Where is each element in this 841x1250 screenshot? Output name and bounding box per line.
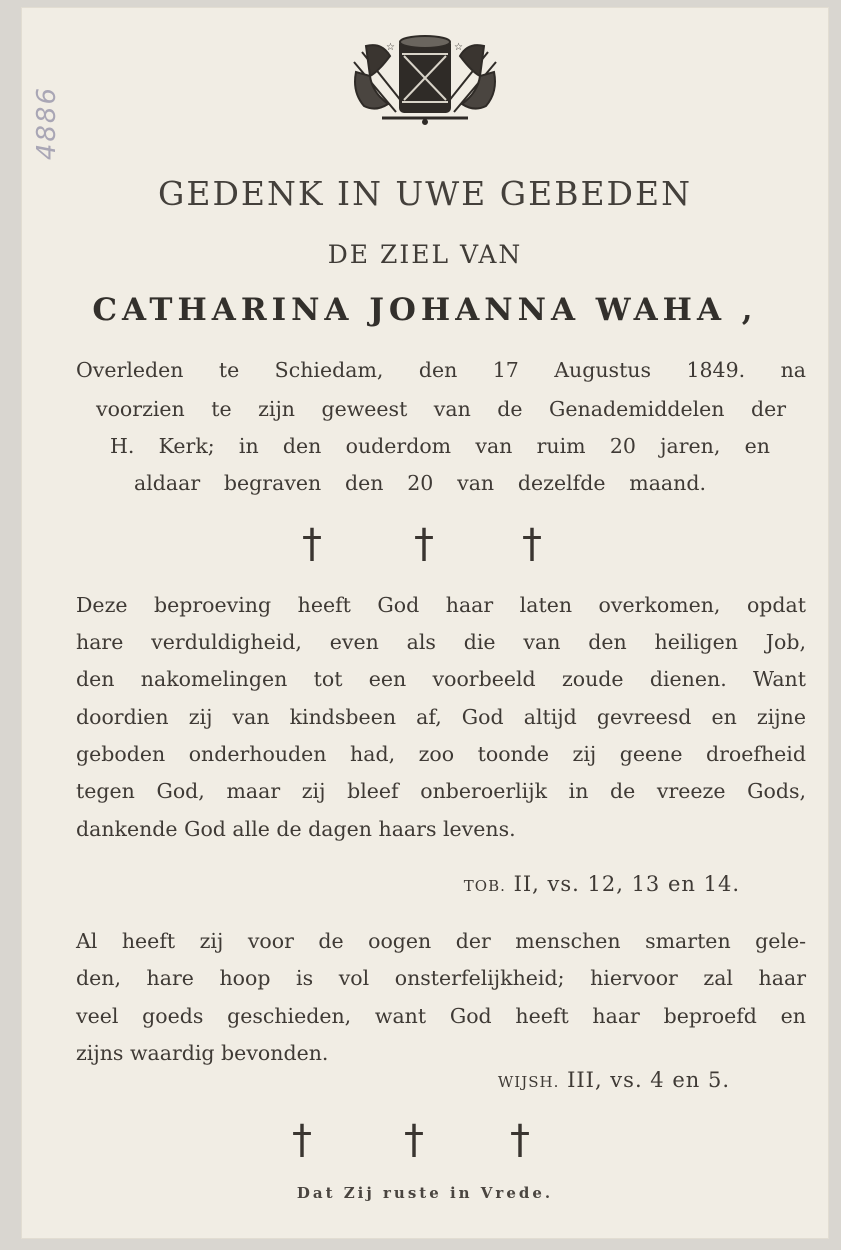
deceased-name: CATHARINA JOHANNA WAHA , — [92, 292, 758, 328]
passage-line: hare verduldigheid, even als die van den heiligen Job, — [76, 630, 806, 654]
passage-line: zijns waardig bevonden. — [76, 1041, 329, 1065]
memorial-card — [22, 8, 828, 1238]
passage-line: den nakomelingen tot een voorbeeld zoude dienen. Want — [76, 667, 806, 691]
citation-tobit — [22, 872, 740, 896]
cross-icon: † — [292, 1117, 312, 1163]
citation-ref: II, vs. 12, 13 en 14. — [513, 872, 740, 896]
announcement-line: Overleden te Schiedam, den 17 Augustus 1849. na — [76, 358, 806, 382]
svg-text:☆: ☆ — [454, 42, 463, 53]
announcement-line: H. Kerk; in den ouderdom van ruim 20 jaren, en — [110, 434, 770, 458]
passage-line: geboden onderhouden had, zoo toonde zij geene droefheid — [76, 742, 806, 766]
cross-icon: † — [522, 521, 542, 567]
closing-prayer: Dat Zij ruste in Vrede. — [296, 1184, 554, 1202]
cross-icon: † — [302, 521, 322, 567]
citation-ref: III, vs. 4 en 5. — [567, 1068, 730, 1092]
subheading: DE ZIEL VAN — [327, 240, 523, 269]
citation-book: TOB. — [463, 877, 506, 895]
heading: GEDENK IN UWE GEBEDEN — [158, 174, 692, 213]
announcement-line: voorzien te zijn geweest van de Genademiddelen der — [96, 397, 786, 421]
drum-flags-emblem-icon — [342, 32, 508, 128]
passage-line: dankende God alle de dagen haars levens. — [76, 817, 516, 841]
cross-icon: † — [510, 1117, 530, 1163]
passage-line: den, hare hoop is vol onsterfelijkheid; hiervoor zal haar — [76, 966, 806, 990]
passage-line: tegen God, maar zij bleef onberoerlijk in de vreeze Gods, — [76, 779, 806, 803]
citation-book: WIJSH. — [497, 1073, 560, 1091]
passage-line: Al heeft zij voor de oogen der menschen smarten gele- — [76, 929, 806, 953]
cross-icon: † — [404, 1117, 424, 1163]
passage-line: doordien zij van kindsbeen af, God altijd gevreesd en zijne — [76, 705, 806, 729]
pencil-annotation: 4886 — [32, 86, 62, 161]
svg-text:☆: ☆ — [386, 42, 395, 53]
citation-wisdom — [22, 1068, 730, 1092]
passage-line: Deze beproeving heeft God haar laten overkomen, opdat — [76, 593, 806, 617]
cross-icon: † — [414, 521, 434, 567]
passage-line: veel goeds geschieden, want God heeft haar beproefd en — [76, 1004, 806, 1028]
announcement-line: aldaar begraven den 20 van dezelfde maand. — [134, 471, 706, 495]
